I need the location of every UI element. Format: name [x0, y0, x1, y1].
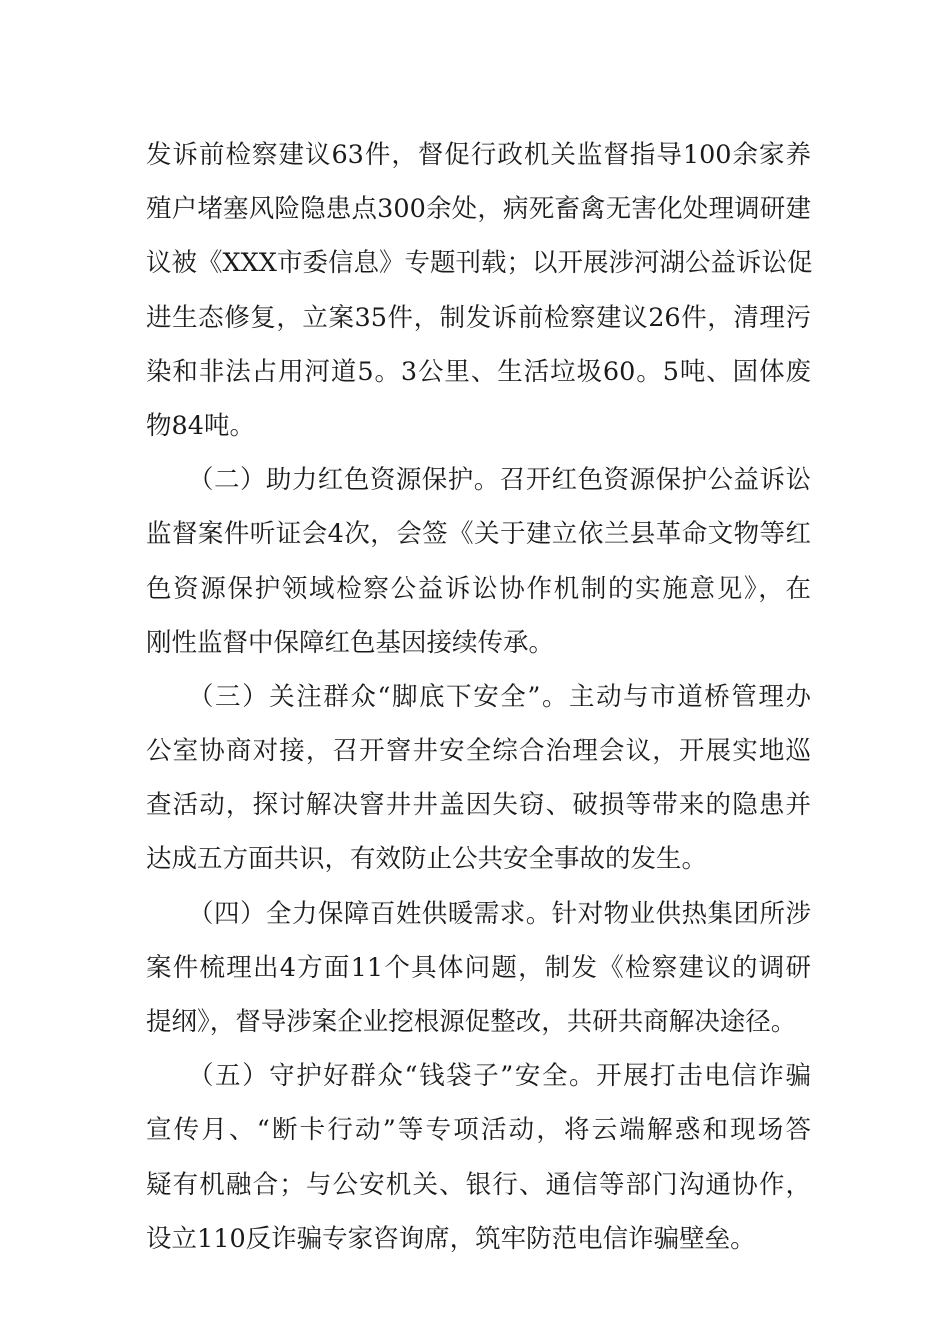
- paragraph-2: [146, 453, 811, 670]
- text-line: 案件梳理出4方面11个具体问题，制发《检察建议的调研: [146, 952, 811, 983]
- text-line: 议被《XXX市委信息》专题刊载；以开展涉河湖公益诉讼促: [146, 248, 813, 279]
- paragraph-5: [146, 1049, 811, 1266]
- text-line: 查活动，探讨解决窨井井盖因失窃、破损等带来的隐患并: [146, 790, 811, 821]
- text-line: 设立110反诈骗专家咨询席，筑牢防范电信诈骗壁垒。: [146, 1223, 756, 1254]
- text-line: 刚性监督中保障红色基因接续传承。: [146, 627, 555, 658]
- text-line: 染和非法占用河道5。3公里、生活垃圾60。5吨、固体废: [146, 356, 811, 387]
- text-line: 物84吨。: [146, 410, 255, 441]
- text-line: 殖户堵塞风险隐患点300余处，病死畜禽无害化处理调研建: [146, 194, 811, 225]
- paragraph-heading-line: （三）关注群众“脚底下安全”。主动与市道桥管理办: [188, 681, 811, 712]
- paragraph-heading-line: （二）助力红色资源保护。召开红色资源保护公益诉讼: [188, 465, 811, 496]
- text-line: 达成五方面共识，有效防止公共安全事故的发生。: [146, 844, 708, 875]
- text-line: 宣传月、“断卡行动”等专项活动，将云端解惑和现场答: [146, 1115, 811, 1146]
- text-line: 发诉前检察建议63件，督促行政机关监督指导100余家养: [146, 140, 811, 170]
- text-line: 疑有机融合；与公安机关、银行、通信等部门沟通协作，: [146, 1169, 811, 1200]
- paragraph-1: [146, 128, 811, 453]
- text-line: 公室协商对接，召开窨井安全综合治理会议，开展实地巡: [146, 736, 811, 767]
- paragraph-3: [146, 670, 811, 887]
- document-body: [146, 128, 811, 1266]
- paragraph-heading-line: （四）全力保障百姓供暖需求。针对物业供热集团所涉: [188, 898, 811, 929]
- paragraph-heading-line: （五）守护好群众“钱袋子”安全。开展打击电信诈骗: [188, 1061, 811, 1092]
- text-line: 色资源保护领域检察公益诉讼协作机制的实施意见》，在: [146, 573, 811, 604]
- paragraph-4: [146, 887, 811, 1050]
- text-line: 提纲》，督导涉案企业挖根源促整改，共研共商解决途径。: [146, 1007, 797, 1037]
- text-line: 进生态修复，立案35件，制发诉前检察建议26件，清理污: [146, 302, 811, 333]
- text-line: 监督案件听证会4次，会签《关于建立依兰县革命文物等红: [146, 519, 811, 550]
